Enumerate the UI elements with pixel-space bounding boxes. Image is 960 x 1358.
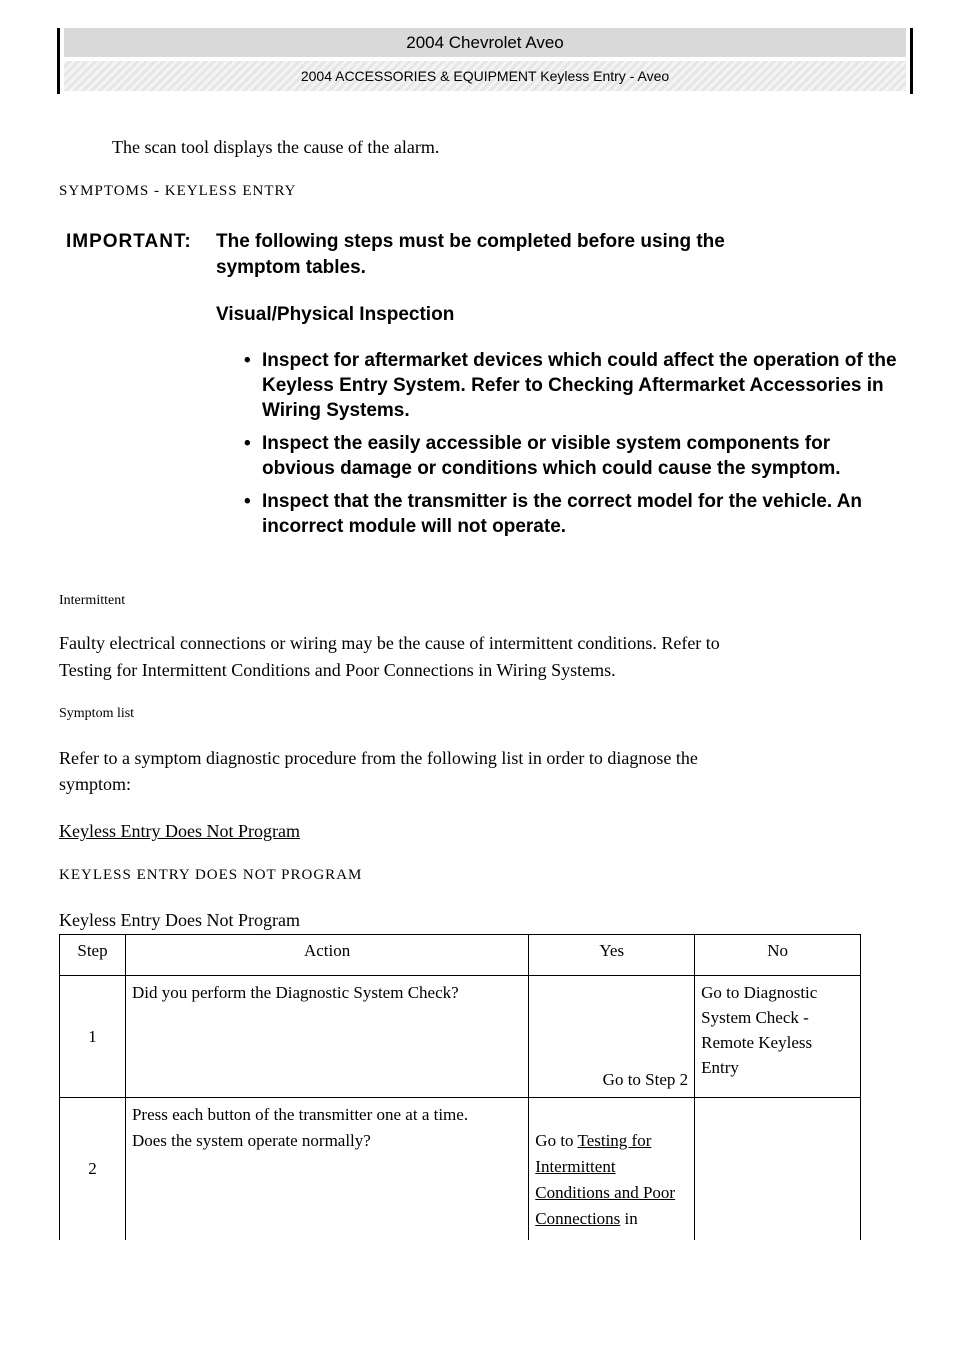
- important-label: IMPORTANT:: [66, 231, 192, 252]
- step-no: [695, 1098, 861, 1241]
- header-no: No: [695, 935, 861, 976]
- symptom-list-heading: Symptom list: [59, 706, 135, 721]
- intermittent-heading: Intermittent: [59, 593, 126, 608]
- inspection-list: [240, 348, 900, 547]
- inspection-bullet: • Inspect that the transmitter is the correct model for the vehicle. An incorrect module will not operate.: [240, 489, 900, 539]
- step-action: [125, 1098, 528, 1241]
- diagnostic-system-check-link[interactable]: Go to Diagnostic System Check - Remote Keyless Entry: [701, 983, 818, 1077]
- document-header: [57, 28, 913, 94]
- document-title: 2004 Chevrolet Aveo: [64, 28, 906, 57]
- step-yes: [529, 1098, 695, 1241]
- yes-suffix: in: [620, 1209, 638, 1228]
- important-line-2: symptom tables.: [216, 257, 366, 278]
- keyless-entry-link[interactable]: Keyless Entry Does Not Program: [59, 821, 300, 841]
- header-step: Step: [60, 935, 126, 976]
- step-action-line: Press each button of the transmitter one at a time.: [131, 1105, 469, 1124]
- step-action-question: Does the system operate normally?: [131, 1131, 371, 1150]
- header-yes: Yes: [529, 935, 695, 976]
- header-action: Action: [125, 935, 528, 976]
- go-to-step-link[interactable]: Go to Step 2: [602, 1070, 689, 1089]
- step-number: 1: [60, 976, 126, 1098]
- important-line-1: The following steps must be completed before using the: [216, 231, 725, 252]
- intermittent-conditions-link[interactable]: Testing for Intermittent Conditions and Poor Connections: [535, 1131, 676, 1228]
- step-action: Did you perform the Diagnostic System Check?: [125, 976, 528, 1098]
- document-subtitle: 2004 ACCESSORIES & EQUIPMENT Keyless Entry - Aveo: [64, 61, 906, 91]
- step-no: [695, 976, 861, 1098]
- symptom-list-line-2: symptom:: [59, 774, 132, 794]
- inspection-bullet: • Inspect the easily accessible or visible system components for obvious damage or conditions which could cause the symptom.: [240, 431, 900, 481]
- intermittent-line-1: Faulty electrical connections or wiring may be the cause of intermittent conditions. Refer to: [59, 633, 720, 653]
- step-number: 2: [60, 1098, 126, 1241]
- inspection-bullet: • Inspect for aftermarket devices which could affect the operation of the Keyless Entry System. Refer to Checking Aftermarket Accessories in Wiring Systems.: [240, 348, 900, 423]
- diagnostic-table: [59, 934, 861, 1240]
- table-caption: Keyless Entry Does Not Program: [59, 910, 300, 930]
- intermittent-line-2: Testing for Intermittent Conditions and Poor Connections in Wiring Systems.: [59, 660, 616, 680]
- step-yes: [529, 976, 695, 1098]
- intro-text: The scan tool displays the cause of the alarm.: [112, 137, 440, 157]
- symptom-list-line-1: Refer to a symptom diagnostic procedure from the following list in order to diagnose the: [59, 748, 698, 768]
- yes-prefix: Go to: [535, 1131, 578, 1150]
- procedure-heading: KEYLESS ENTRY DOES NOT PROGRAM: [59, 867, 363, 883]
- section-heading: SYMPTOMS - KEYLESS ENTRY: [59, 183, 297, 199]
- inspection-subheading: Visual/Physical Inspection: [216, 304, 455, 325]
